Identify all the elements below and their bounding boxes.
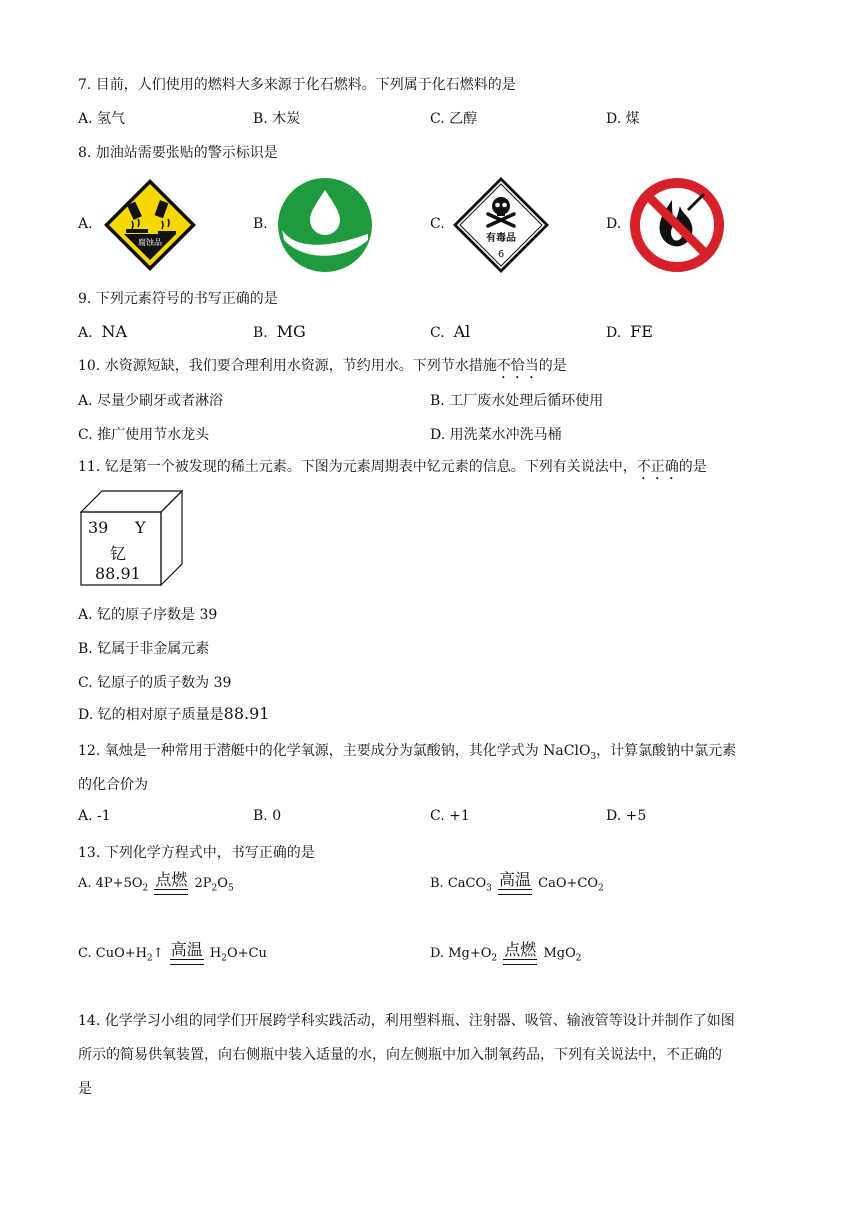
q8-label-c: C. [430, 216, 445, 232]
no-fire-sign-icon [628, 176, 726, 274]
q12-option-a: A. -1 [78, 808, 111, 824]
q13-stem: 13. 下列化学方程式中，书写正确的是 [78, 845, 315, 861]
q10-option-a: A. 尽量少刷牙或者淋浴 [78, 393, 224, 409]
sign-a-text: 腐蚀品 [138, 238, 162, 247]
reaction-condition-b: 高温 [498, 872, 532, 895]
q9-stem: 9. 下列元素符号的书写正确的是 [78, 291, 278, 307]
q10-option-b: B. 工厂废水处理后循环使用 [430, 393, 604, 409]
q7-option-a: A. 氢气 [78, 111, 126, 127]
q12-option-b: B. 0 [253, 808, 282, 824]
element-cell [80, 490, 184, 586]
q13-option-a: A. $4P+5O_2$ 点燃 $2P_2O_5$ [78, 870, 234, 894]
q13-option-d: D. $Mg+O_2$ 点燃 MgO$_2$ [430, 940, 582, 964]
q7-option-c: C. 乙醇 [430, 111, 478, 127]
q9-option-d: D. FE [606, 322, 653, 341]
q8-label-b: B. [253, 216, 268, 232]
q7-option-d: D. 煤 [606, 111, 640, 127]
q7-stem: 7. 目前，人们使用的燃料大多来源于化石燃料。下列属于化石燃料的是 [78, 77, 516, 93]
green-fuel-sign-icon [276, 176, 374, 274]
reaction-condition-c: 高温 [170, 942, 204, 965]
element-name: 钇 [110, 544, 127, 563]
q9-option-c: C. Al [430, 322, 471, 341]
q14-stem-line2: 所示的简易供氧装置，向右侧瓶中装入适量的水，向左侧瓶中加入制氧药品，下列有关说法中，不正确的 [78, 1047, 722, 1063]
q8-label-a: A. [78, 216, 93, 232]
q14-stem-line3: 是 [78, 1081, 92, 1097]
q12-option-d: D. +5 [606, 808, 647, 824]
toxic-sign-icon [452, 176, 550, 274]
element-symbol: Y [135, 518, 146, 537]
q12-stem-line2: 的化合价为 [78, 777, 148, 793]
q10-option-c: C. 推广使用节水龙头 [78, 427, 210, 443]
q9-option-b: B. MG [253, 322, 306, 341]
corrosive-sign-icon [102, 177, 198, 273]
q11-option-d: D. 钇的相对原子质量是88.91 [78, 704, 270, 723]
element-mass: 88.91 [95, 564, 141, 583]
element-number: 39 [88, 518, 109, 537]
q10-stem: 10. 水资源短缺，我们要合理利用水资源，节约用水。下列节水措施不恰当的是 [78, 358, 567, 374]
q12-option-c: C. +1 [430, 808, 470, 824]
q14-stem-line1: 14. 化学学习小组的同学们开展跨学科实践活动，利用塑料瓶、注射器、吸管、输液管等设计并制作了如图 [78, 1013, 735, 1029]
q11-option-a: A. 钇的原子序数是 39 [78, 607, 218, 623]
q11-option-c: C. 钇原子的质子数为 39 [78, 675, 232, 691]
q12-stem-line1: 12. 氧烛是一种常用于潜艇中的化学氧源，主要成分为氯酸钠，其化学式为 NaClO$_3$，计算氯酸钠中氯元素 [78, 743, 737, 762]
q8-stem: 8. 加油站需要张贴的警示标识是 [78, 145, 278, 161]
q11-stem: 11. 钇是第一个被发现的稀土元素。下图为元素周期表中钇元素的信息。下列有关说法中，不正确的是 [78, 459, 707, 475]
q7-option-b: B. 木炭 [253, 111, 301, 127]
q8-label-d: D. [606, 216, 622, 232]
q9-option-a: A. NA [78, 322, 128, 341]
sign-c-number: 6 [497, 249, 505, 260]
q13-option-b: B. CaCO$_3$ 高温 $CaO+CO_2$ [430, 870, 604, 894]
reaction-condition-d: 点燃 [503, 942, 537, 965]
sign-c-text: 有毒品 [486, 233, 516, 244]
reaction-condition-a: 点燃 [154, 872, 188, 895]
q10-option-d: D. 用洗菜水冲洗马桶 [430, 427, 562, 443]
q11-option-b: B. 钇属于非金属元素 [78, 641, 210, 657]
q13-option-c: C. $CuO+H_2↑$ 高温 $H_2O+Cu$ [78, 940, 267, 964]
